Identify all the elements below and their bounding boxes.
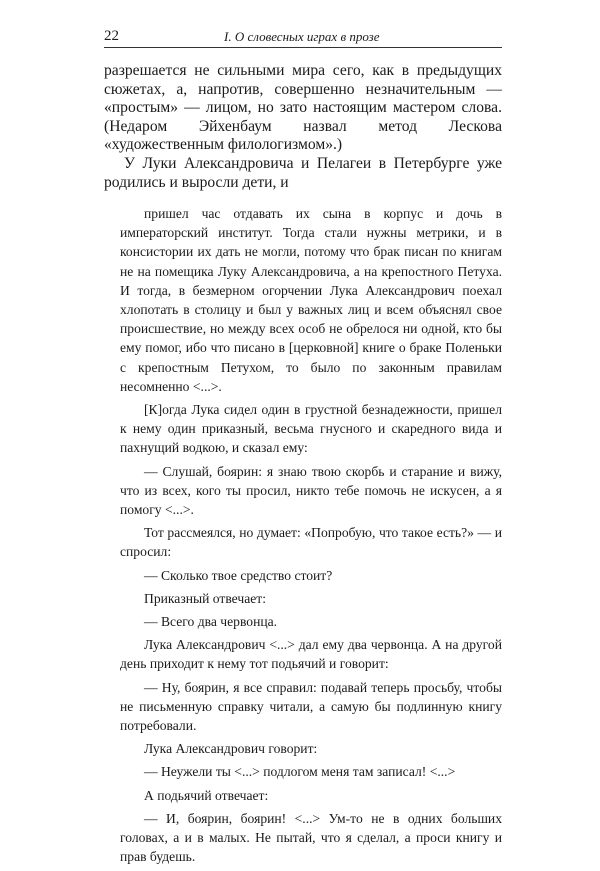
running-head [104, 28, 502, 48]
quote-paragraph: Лука Александрович <...> дал ему два червонца. А на другой день приходит к нему тот подьячий и говорит: [120, 637, 502, 672]
paragraph-2: У Луки Александровича и Пелагеи в Петербурге уже родились и выросли дети, и [104, 154, 502, 191]
quote-paragraph: — Сколько твое средство стоит? [144, 567, 333, 583]
quote-paragraph: — Ну, боярин, я все справил: подавай теперь просьбу, чтобы не письменную справку читали, а самую бы подлинную книгу потребовали. [120, 679, 502, 734]
header-rule [104, 47, 502, 48]
quote-paragraph: — И, боярин, боярин! <...> Ум-то не в одних больших головах, а и в малых. Не пытай, что я сделал, а проси книгу и прав будешь. [120, 810, 502, 865]
main-text [104, 62, 502, 192]
quote-paragraph: — Всего два червонца. [144, 614, 278, 630]
block-quote [120, 204, 502, 871]
quote-paragraph: А подьячий отвечает: [144, 787, 269, 803]
quote-paragraph: Тот рассмеялся, но думает: «Попробую, что такое есть?» — и спросил: [120, 525, 502, 560]
page-number: 22 [104, 28, 119, 44]
running-title: I. О словесных играх в прозе [224, 29, 380, 44]
paragraph-1: разрешается не сильными мира сего, как в предыдущих сюжетах, а, напротив, совершенно незначительным — «простым» — лицом, но зато настоящим мастером слова. (Недаром Эйхенбаум назвал метод Лескова «художественным филологизмом».) [104, 62, 502, 154]
quote-paragraph: — Слушай, боярин: я знаю твою скорбь и старание и вижу, что из всех, кого ты просил, никто тебе помочь не искусен, а я помогу <...>. [120, 463, 502, 518]
quote-paragraph: Лука Александрович говорит: [144, 741, 318, 757]
quote-paragraph: Приказный отвечает: [144, 590, 266, 606]
quote-paragraph: — Неужели ты <...> подлогом меня там записал! <...> [144, 764, 456, 780]
quote-paragraph: пришел час отдавать их сына в корпус и дочь в императорский институт. Тогда стали нужны метрики, и в консистории их дать не могли, потому что брак писан по книгам не на помещика Луку Александровича, а на крепостного Петуха. И тогда, в безмерном огорчении Лука Александрович поехал хлопотать в столицу и был у важных лиц и всем объяснял свое происшествие, но между всех особ не обрелося ни одной, кто бы ему помог, ибо что писано в [церковной] книге о браке Поленьки с крепостным Петухом, то было по законным правилам несомненно <...>. [120, 206, 502, 394]
quote-paragraph: [К]огда Лука сидел один в грустной безнадежности, пришел к нему один приказный, весьма гнусного и скаредного вида и пахнущий водкою, и сказал ему: [120, 402, 502, 456]
